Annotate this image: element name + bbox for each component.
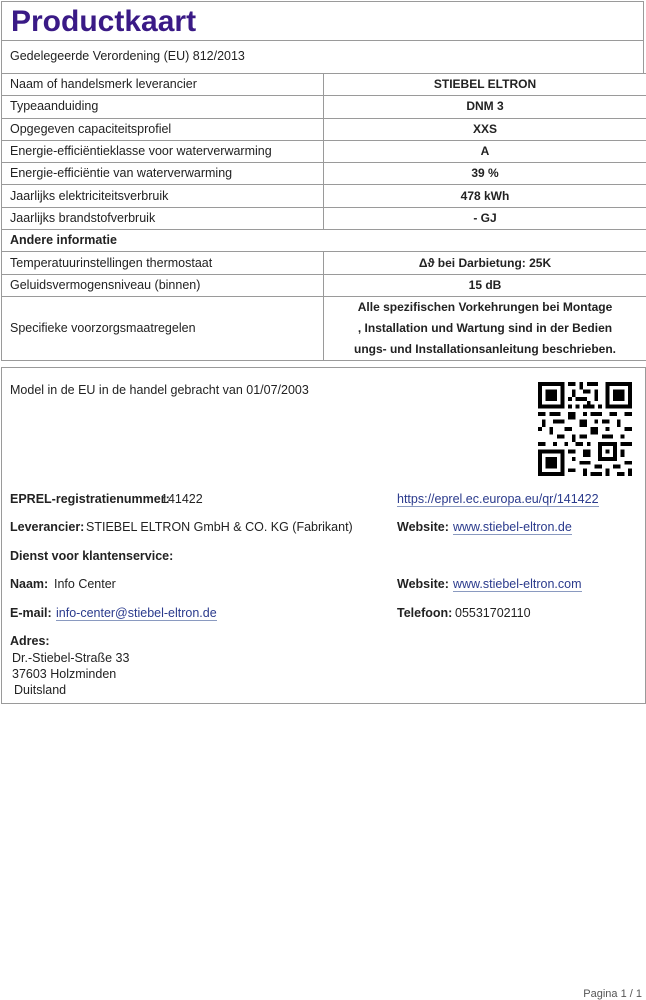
row-value: A [324, 140, 646, 162]
precautions-value [324, 296, 646, 360]
precautions-line: , Installation und Wartung sind in der Bedien [357, 320, 613, 335]
table-row [2, 296, 646, 360]
qr-code-icon [538, 382, 632, 476]
table-row [2, 74, 646, 96]
row-label: Jaarlijks brandstofverbruik [2, 207, 324, 229]
row-value: 39 % [324, 163, 646, 185]
row-value: DNM 3 [324, 96, 646, 118]
table-row [2, 274, 646, 296]
row-label: Naam of handelsmerk leverancier [2, 74, 324, 96]
service-header: Dienst voor klantenservice: [10, 549, 174, 563]
product-sheet [1, 1, 644, 361]
row-value: XXS [324, 118, 646, 140]
row-label: Energie-efficiëntieklasse voor waterverwarming [2, 140, 324, 162]
name-label: Naam: [10, 577, 49, 591]
row-label: Typeaanduiding [2, 96, 324, 118]
eprel-link[interactable]: https://eprel.ec.europa.eu/qr/141422 [397, 492, 599, 506]
table-row [2, 96, 646, 118]
row-value: - GJ [324, 207, 646, 229]
table-row [2, 140, 646, 162]
website2-link[interactable]: www.stiebel-eltron.com [453, 577, 582, 591]
other-info-header: Andere informatie [2, 230, 646, 252]
email-label: E-mail: [10, 606, 52, 620]
phone-label: Telefoon: [397, 606, 453, 620]
table-row [2, 163, 646, 185]
website2-label: Website: [397, 577, 449, 591]
address-line: Duitsland [14, 683, 67, 697]
page-title: Productkaart [11, 5, 197, 38]
address-line: Dr.-Stiebel-Straße 33 [12, 651, 130, 665]
email-link[interactable]: info-center@stiebel-eltron.de [56, 606, 217, 620]
row-label: Energie-efficiëntie van waterverwarming [2, 163, 324, 185]
eprel-number: 141422 [161, 492, 203, 506]
table-row [2, 207, 646, 229]
phone-value: 05531702110 [455, 606, 531, 620]
row-value: 478 kWh [324, 185, 646, 207]
name-value: Info Center [54, 577, 116, 591]
table-row [2, 118, 646, 140]
row-label: Geluidsvermogensniveau (binnen) [2, 274, 324, 296]
regulation-text: Gedelegeerde Verordening (EU) 812/2013 [10, 49, 245, 63]
website-link[interactable]: www.stiebel-eltron.de [453, 520, 572, 534]
model-date: Model in de EU in de handel gebracht van 01/07/2003 [10, 383, 309, 397]
table-row [2, 230, 646, 252]
address-line: 37603 Holzminden [12, 667, 117, 681]
row-label: Jaarlijks elektriciteitsverbruik [2, 185, 324, 207]
title-box [1, 1, 644, 40]
supplier-value: STIEBEL ELTRON GmbH & CO. KG (Fabrikant) [86, 520, 353, 534]
address-label: Adres: [10, 634, 50, 648]
supplier-label: Leverancier: [10, 520, 85, 534]
row-value: Δϑ bei Darbietung: 25K [324, 252, 646, 274]
row-value: 15 dB [324, 274, 646, 296]
row-value: STIEBEL ELTRON [324, 74, 646, 96]
precautions-line: Alle spezifischen Vorkehrungen bei Montage [357, 299, 613, 314]
table-row [2, 185, 646, 207]
eprel-label: EPREL-registratienummer: [10, 492, 170, 506]
website-label: Website: [397, 520, 449, 534]
table-row [2, 252, 646, 274]
row-label: Temperatuurinstellingen thermostaat [2, 252, 324, 274]
page-number: Pagina 1 / 1 [583, 988, 642, 1000]
row-label: Specifieke voorzorgsmaatregelen [2, 296, 324, 360]
regulation-box [1, 40, 644, 73]
precautions-line: ungs- und Installationsanleitung beschrieben. [353, 341, 617, 356]
row-label: Opgegeven capaciteitsprofiel [2, 118, 324, 140]
spec-table [1, 73, 646, 361]
info-box [1, 367, 646, 704]
